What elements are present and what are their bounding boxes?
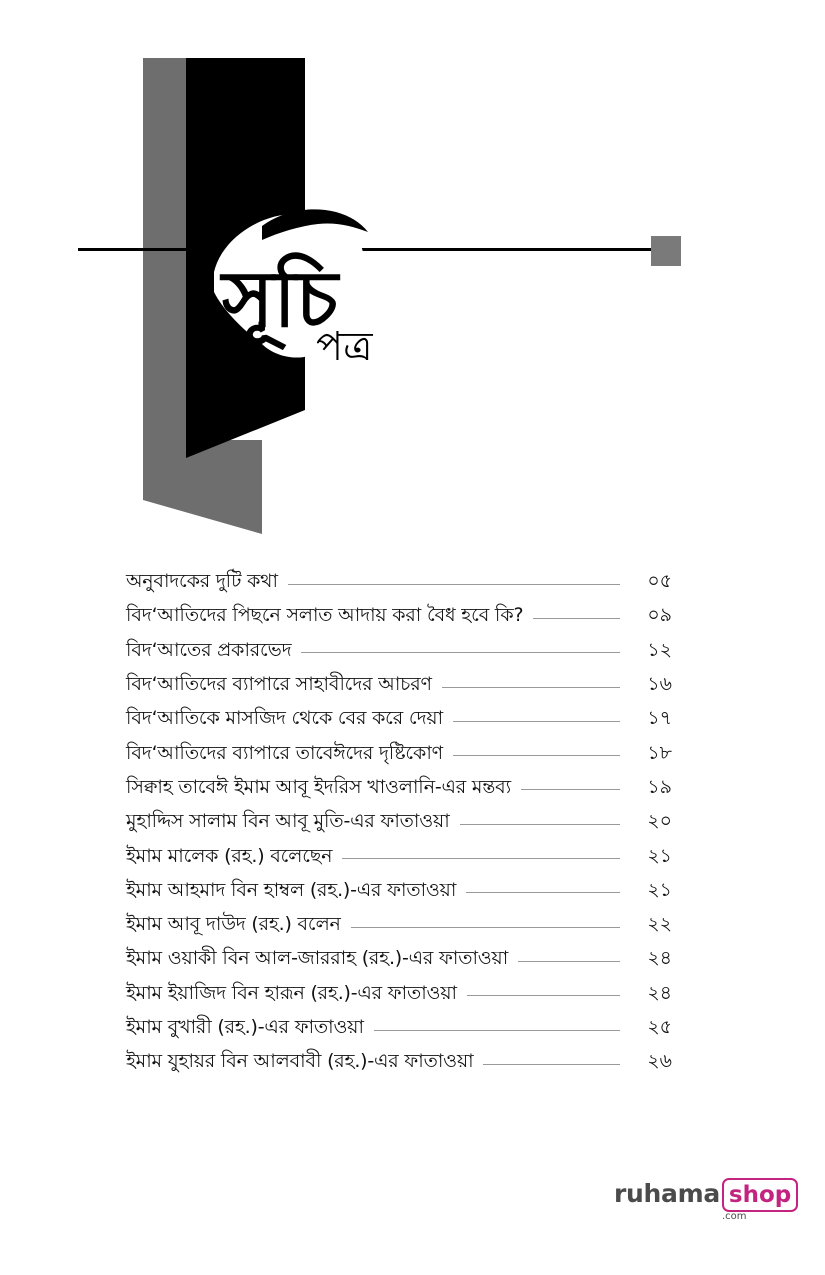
toc-entry-title: বিদ‘আতের প্রকারভেদ [126, 636, 301, 668]
toc-page-number: ১৮ [647, 741, 672, 764]
toc-entry-title: ইমাম মালেক (রহ.) বলেছেন [126, 842, 342, 874]
toc-row [126, 875, 672, 909]
toc-row [126, 600, 672, 634]
toc-row [126, 909, 672, 943]
gray-square [651, 236, 681, 266]
logo-shop-text: shop [728, 1182, 792, 1208]
toc-page-number: ১৯ [647, 775, 672, 798]
toc-page-number: ২৬ [647, 1050, 672, 1073]
toc-page-number: ০৫ [647, 570, 672, 593]
toc-leader-line [466, 892, 620, 893]
toc-page-number: ১২ [647, 638, 672, 661]
logo-domain-text: .com [722, 1211, 747, 1222]
toc-row [126, 772, 672, 806]
toc-entry-title: ইমাম যুহায়র বিন আলবাবী (রহ.)-এর ফাতাওয়া [126, 1047, 483, 1079]
toc-row [126, 806, 672, 840]
table-of-contents [126, 566, 672, 1080]
toc-entry-title: বিদ‘আতিদের ব্যাপারে সাহাবীদের আচরণ [126, 670, 442, 702]
toc-leader-line [453, 755, 620, 756]
toc-page-number: ০৯ [647, 604, 672, 627]
toc-entry-title: মুহাদ্দিস সালাম বিন আবূ মুতি-এর ফাতাওয়া [126, 807, 460, 839]
toc-page-number: ২১ [647, 844, 672, 867]
toc-entry-title: ইমাম আহমাদ বিন হাম্বল (রহ.)-এর ফাতাওয়া [126, 876, 466, 908]
toc-page-number: ২৫ [647, 1016, 672, 1038]
toc-entry-title: ইমাম ইয়াজিদ বিন হারূন (রহ.)-এর ফাতাওয়া [126, 979, 467, 1011]
toc-leader-line [301, 652, 620, 653]
toc-leader-line [374, 1030, 620, 1031]
ruhamashop-logo [614, 1178, 798, 1218]
toc-entry-title: ইমাম ওয়াকী বিন আল-জাররাহ (রহ.)-এর ফাতাওয়া [126, 944, 518, 976]
toc-page-number: ২২ [647, 913, 672, 936]
toc-leader-line [460, 824, 620, 825]
logo-shop-badge [722, 1178, 798, 1212]
toc-row [126, 737, 672, 771]
title-potro: পত্র [316, 324, 373, 370]
toc-leader-line [483, 1064, 620, 1065]
title-suchi: সূচি [222, 255, 338, 345]
toc-row [126, 840, 672, 874]
toc-page-number: ২৪ [647, 981, 672, 1004]
toc-entry-title: বিদ‘আতিকে মাসজিদ থেকে বের করে দেয়া [126, 704, 453, 736]
toc-page-number: ১৭ [647, 707, 672, 730]
toc-entry-title: ইমাম আবূ দাউদ (রহ.) বলেন [126, 910, 351, 942]
toc-row [126, 669, 672, 703]
toc-leader-line [518, 961, 620, 962]
logo-brand-text: ruhama [614, 1179, 720, 1208]
toc-leader-line [288, 584, 620, 585]
toc-entry-title: ইমাম বুখারী (রহ.)-এর ফাতাওয়া [126, 1013, 374, 1045]
toc-leader-line [351, 927, 620, 928]
toc-row [126, 635, 672, 669]
toc-row [126, 943, 672, 977]
toc-leader-line [521, 789, 620, 790]
header-rule [78, 248, 654, 251]
toc-row [126, 978, 672, 1012]
header-decoration [0, 0, 825, 560]
toc-page-number: ২১ [647, 878, 672, 901]
toc-leader-line [533, 618, 620, 619]
toc-row [126, 1012, 672, 1046]
toc-entry-title: বিদ‘আতিদের ব্যাপারে তাবেঈদের দৃষ্টিকোণ [126, 739, 453, 771]
toc-row [126, 566, 672, 600]
toc-leader-line [442, 687, 620, 688]
toc-page-number: ২০ [647, 810, 672, 833]
toc-leader-line [453, 721, 620, 722]
toc-entry-title: সিক্বাহ তাবেঈ ইমাম আবূ ইদরিস খাওলানি-এর মন্তব্য [126, 773, 521, 805]
toc-leader-line [467, 995, 620, 996]
toc-entry-title: অনুবাদকের দুটি কথা [126, 567, 288, 599]
toc-row [126, 1046, 672, 1080]
toc-leader-line [342, 858, 620, 859]
toc-page-number: ১৬ [647, 673, 672, 696]
toc-row [126, 703, 672, 737]
toc-entry-title: বিদ‘আতিদের পিছনে সলাত আদায় করা বৈধ হবে কি? [126, 601, 533, 633]
toc-page-number: ২৪ [647, 947, 672, 970]
